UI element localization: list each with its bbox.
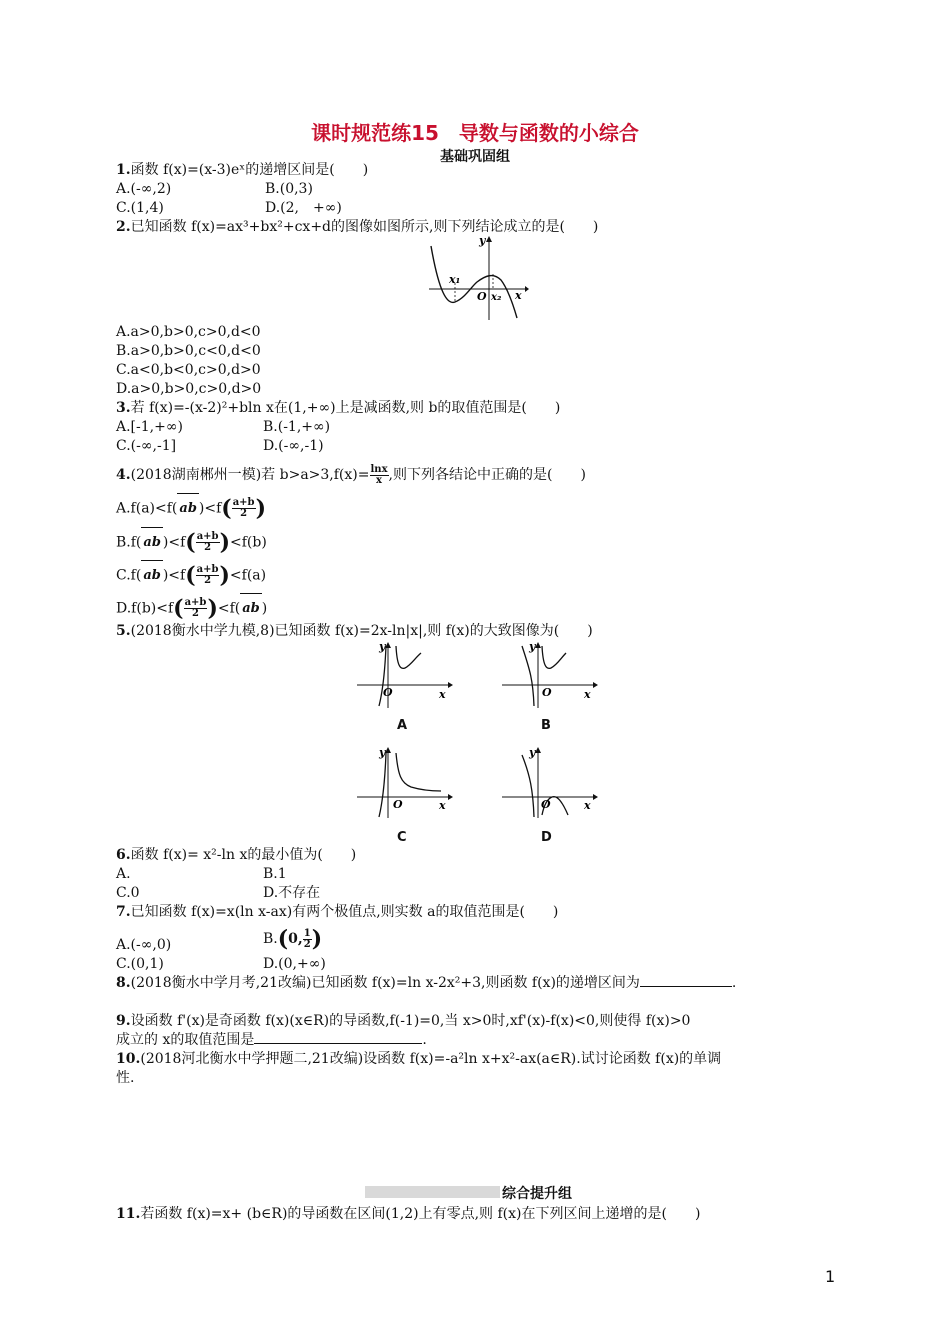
question-text: 函数 f(x)= x²-ln x的最小值为( ): [130, 847, 357, 863]
fraction-numerator: a+b: [184, 597, 207, 608]
option-c: C.(0,1): [116, 956, 164, 972]
graph-label-c: C: [397, 830, 407, 845]
cubic-function-graph: [425, 232, 530, 322]
option-b: [116, 527, 267, 557]
option-a: A.: [116, 866, 131, 882]
question-text: 已知函数 f(x)=x(ln x-ax)有两个极值点,则实数 a的取值范围是( ): [130, 904, 559, 920]
fraction-mean: [196, 532, 220, 553]
y-axis-label: y: [479, 234, 486, 247]
question-8: [116, 974, 736, 992]
question-text: 函数 f(x)=(x-3)eˣ的递增区间是( ): [130, 162, 369, 178]
answer-blank[interactable]: [254, 1031, 422, 1044]
question-text-cont: ,则下列各结论中正确的是( ): [388, 467, 586, 483]
answer-blank[interactable]: [640, 974, 732, 987]
right-paren: ): [219, 562, 230, 589]
option-a: A.[-1,+∞): [116, 419, 183, 435]
section-heading-advanced: 综合提升组: [502, 1186, 572, 1202]
x2-label: x₂: [491, 292, 502, 303]
y-axis-label: y: [379, 746, 386, 759]
page-title: 课时规范练15 导数与函数的小综合: [311, 121, 639, 145]
sqrt-ab: ab: [240, 593, 262, 624]
x-axis-label: x: [584, 799, 591, 812]
fraction-denominator: x: [376, 474, 382, 486]
option-b: [263, 924, 322, 954]
graph-option-c: [355, 745, 455, 820]
x-axis-label: x: [439, 688, 446, 701]
sqrt-ab: ab: [141, 527, 163, 558]
option-d: D.a>0,b>0,c>0,d>0: [116, 381, 262, 397]
right-paren: ): [311, 926, 323, 952]
question-number: 6.: [116, 847, 131, 863]
question-text: 若函数 f(x)=x+ (b∈R)的导函数在区间(1,2)上有零点,则 f(x)在下列区间上递增的是( ): [140, 1206, 701, 1222]
question-text-end: .: [422, 1032, 427, 1048]
question-text: (2018衡水中学九模,8)已知函数 f(x)=2x-ln|x|,则 f(x)的大致图像为( ): [130, 623, 593, 639]
left-paren: (: [221, 495, 232, 522]
fraction-numerator: a+b: [232, 497, 255, 508]
question-10: [116, 1050, 721, 1068]
graph-label-a: A: [397, 718, 408, 733]
option-d: [116, 593, 267, 623]
left-paren: (: [185, 529, 196, 556]
question-7: [116, 903, 558, 921]
origin-label: O: [542, 686, 552, 699]
option-c: C.0: [116, 885, 140, 901]
question-5: [116, 622, 593, 640]
option-text: <f(a): [229, 567, 267, 584]
sqrt-ab: ab: [177, 493, 199, 524]
question-number: 7.: [116, 904, 131, 920]
y-axis-label: y: [529, 746, 536, 759]
graph-option-b: [500, 640, 600, 710]
graph-label-b: B: [541, 718, 551, 733]
question-9: [116, 1012, 690, 1030]
option-c: [116, 560, 266, 590]
option-c: C.a<0,b<0,c>0,d>0: [116, 362, 261, 378]
question-text: (2018河北衡水中学押题二,21改编)设函数 f(x)=-a²ln x+x²-ax(a∈R).试讨论函数 f(x)的单调: [140, 1051, 722, 1067]
section-bar: [365, 1186, 500, 1198]
fraction-numerator: a+b: [196, 564, 219, 575]
option-a: A.(-∞,2): [116, 181, 172, 197]
option-text: )<f: [198, 500, 222, 517]
question-3: [116, 399, 560, 417]
fraction-numerator: 1: [303, 927, 311, 939]
question-text: 若 f(x)=-(x-2)²+bln x在(1,+∞)上是减函数,则 b的取值范围是( ): [130, 400, 561, 416]
question-text: (2018湖南郴州一模)若 b>a>3,f(x)=: [130, 467, 370, 483]
question-text: 已知函数 f(x)=ax³+bx²+cx+d的图像如图所示,则下列结论成立的是( ): [130, 219, 599, 235]
question-11: [116, 1205, 700, 1223]
question-text: 性.: [116, 1070, 135, 1086]
option-text: C.f(: [116, 567, 142, 584]
option-text: A.f(a)<f(: [116, 500, 178, 517]
option-a: A.(-∞,0): [116, 937, 172, 953]
right-paren: ): [207, 595, 218, 622]
option-b: B.(-1,+∞): [263, 419, 331, 435]
option-text: B.: [263, 931, 278, 947]
fraction-denominator: 2: [240, 508, 248, 519]
x-axis-label: x: [584, 688, 591, 701]
fraction-one-half: [303, 929, 312, 950]
y-axis-label: y: [529, 640, 536, 653]
fraction-mean: [184, 598, 208, 619]
right-paren: ): [255, 495, 266, 522]
question-6: [116, 846, 356, 864]
option-b: B.a>0,b>0,c<0,d<0: [116, 343, 261, 359]
option-c: C.(1,4): [116, 200, 164, 216]
option-d: D.不存在: [263, 885, 321, 901]
question-text: 设函数 f'(x)是奇函数 f(x)(x∈R)的导函数,f(-1)=0,当 x>0时,xf'(x)-f(x)<0,则使得 f(x)>0: [130, 1013, 691, 1029]
question-10-cont: [116, 1069, 134, 1087]
option-text: D.f(b)<f: [116, 600, 174, 617]
sqrt-ab: ab: [141, 560, 163, 591]
option-text: <f(b): [229, 534, 267, 551]
y-axis-label: y: [379, 640, 386, 653]
question-text: 成立的 x的取值范围是: [116, 1032, 255, 1048]
option-text: )<f: [162, 567, 186, 584]
left-paren: (: [173, 595, 184, 622]
option-d: D.(2, +∞): [265, 200, 342, 216]
question-4: [116, 462, 586, 488]
fraction-denominator: 2: [303, 938, 311, 950]
fraction-mean: [232, 498, 256, 519]
question-number: 11.: [116, 1206, 141, 1222]
graph-label-d: D: [541, 830, 552, 845]
option-d: D.(0,+∞): [263, 956, 326, 972]
question-number: 10.: [116, 1051, 141, 1067]
question-number: 8.: [116, 975, 131, 991]
left-paren: (: [185, 562, 196, 589]
fraction-lnx-over-x: [370, 465, 389, 486]
origin-label: O: [541, 798, 551, 811]
question-number: 2.: [116, 219, 131, 235]
right-paren: ): [219, 529, 230, 556]
question-number: 3.: [116, 400, 131, 416]
fraction-mean: [196, 565, 220, 586]
option-a: A.a>0,b>0,c>0,d<0: [116, 324, 261, 340]
x-axis-label: x: [515, 289, 522, 302]
option-b: B.(0,3): [265, 181, 313, 197]
fraction-denominator: 2: [192, 608, 199, 619]
question-number: 9.: [116, 1013, 131, 1029]
section-heading-basic: 基础巩固组: [440, 149, 510, 165]
origin-label: O: [477, 290, 487, 303]
option-b: B.1: [263, 866, 287, 882]
option-d: D.(-∞,-1): [263, 438, 324, 454]
question-text-end: .: [731, 975, 737, 991]
question-1: [116, 161, 368, 179]
origin-label: O: [383, 686, 393, 699]
left-paren: (: [277, 926, 289, 952]
fraction-numerator: lnx: [370, 463, 388, 475]
option-text: ): [261, 600, 268, 617]
fraction-denominator: 2: [204, 575, 212, 586]
graph-option-a: [355, 640, 455, 710]
question-number: 5.: [116, 623, 131, 639]
option-c: C.(-∞,-1]: [116, 438, 177, 454]
x1-label: x₁: [449, 273, 461, 286]
fraction-numerator: a+b: [196, 531, 219, 542]
question-number: 4.: [116, 467, 131, 483]
graph-option-d: [500, 745, 600, 820]
question-9-cont: [116, 1031, 427, 1049]
option-text: 0,: [288, 931, 303, 947]
option-text: <f(: [217, 600, 241, 617]
page-number: 1: [825, 1267, 836, 1286]
question-text: (2018衡水中学月考,21改编)已知函数 f(x)=ln x-2x²+3,则函数 f(x)的递增区间为: [130, 975, 640, 991]
option-text: )<f: [162, 534, 186, 551]
option-a: [116, 493, 266, 523]
x-axis-label: x: [439, 799, 446, 812]
fraction-denominator: 2: [204, 542, 212, 553]
origin-label: O: [393, 798, 403, 811]
option-text: B.f(: [116, 534, 142, 551]
question-number: 1.: [116, 162, 131, 178]
